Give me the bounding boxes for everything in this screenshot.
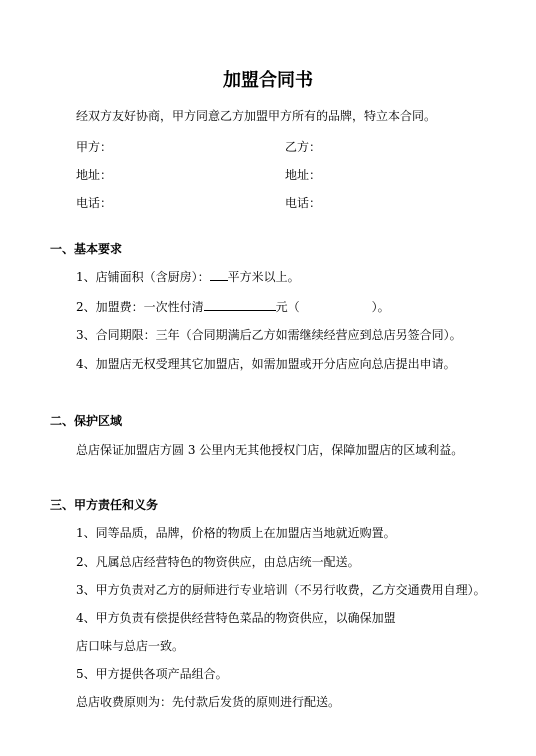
item2-suffix: ）。 [371, 300, 390, 314]
section2-text: 总店保证加盟店方圆 3 公里内无其他授权门店，保障加盟店的区域利益。 [76, 443, 464, 457]
fee-blank [204, 299, 276, 311]
party-a-label: 甲方： [76, 140, 113, 154]
area-blank [210, 269, 228, 281]
section1-heading: 一、基本要求 [50, 242, 123, 256]
section1-item3: 3、合同期限：三年（合同期满后乙方如需继续经营应到总店另签合同）。 [76, 328, 462, 342]
section3-item5: 5、甲方提供各项产品组合。 [76, 667, 228, 681]
section1-item1 [76, 269, 300, 285]
item2-prefix: 2、加盟费：一次性付清 [76, 300, 204, 314]
section2-heading: 二、保护区域 [50, 414, 123, 428]
section3-heading: 三、甲方责任和义务 [50, 498, 159, 512]
section3-item3: 3、甲方负责对乙方的厨师进行专业培训（不另行收费，乙方交通费用自理）。 [76, 583, 486, 597]
section3-item4-line2: 店口味与总店一致。 [76, 639, 185, 653]
address-b-label: 地址： [285, 168, 322, 182]
phone-b-label: 电话： [285, 196, 322, 210]
section1-item4: 4、加盟店无权受理其它加盟店，如需加盟或开分店应向总店提出申请。 [76, 357, 456, 371]
item1-suffix: 平方米以上。 [227, 270, 300, 284]
document-title: 加盟合同书 [223, 70, 313, 91]
section1-item2 [76, 299, 390, 315]
party-b-label: 乙方： [285, 140, 322, 154]
section3-item1: 1、同等品质，品牌，价格的物质上在加盟店当地就近购置。 [76, 526, 396, 540]
phone-a-label: 电话： [76, 196, 113, 210]
section3-item4-line1: 4、甲方负责有偿提供经营特色菜品的物资供应，以确保加盟 [76, 611, 396, 625]
item1-prefix: 1、店铺面积（含厨房）： [76, 270, 210, 284]
section3-note: 总店收费原则为：先付款后发货的原则进行配送。 [76, 695, 341, 709]
address-a-label: 地址： [76, 168, 113, 182]
section3-item2: 2、凡属总店经营特色的物资供应，由总店统一配送。 [76, 555, 360, 569]
intro-text: 经双方友好协商，甲方同意乙方加盟甲方所有的品牌，特立本合同。 [76, 109, 437, 123]
item2-mid: 元（ [275, 300, 300, 314]
